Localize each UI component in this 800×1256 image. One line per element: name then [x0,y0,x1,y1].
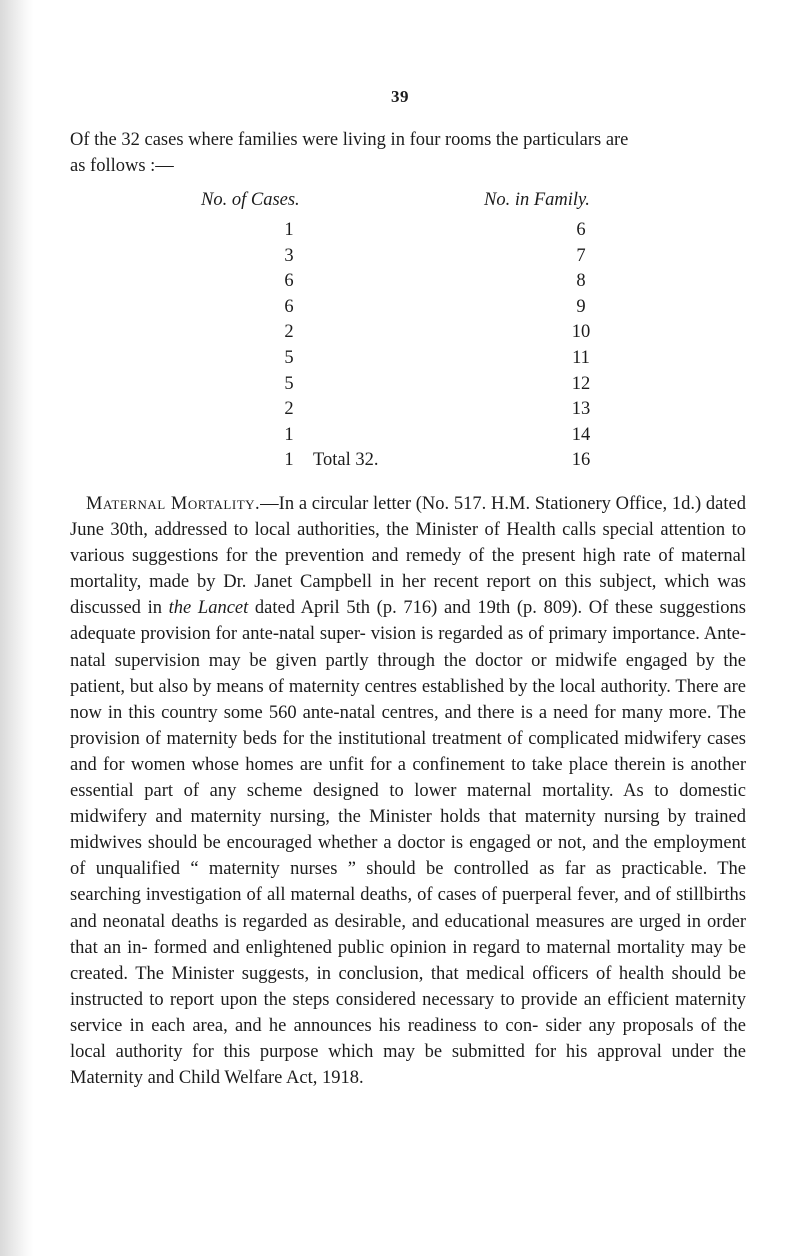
table-row [150,348,710,374]
table-header [150,190,710,220]
table-row [150,220,710,246]
cell-no-of-cases: 5 [284,347,294,368]
intro-line-2: as follows :— [70,156,174,176]
page-number: 39 [391,87,409,106]
cell-no-of-cases: 3 [284,245,294,266]
cell-no-of-cases: 5 [284,373,294,394]
cell-no-of-cases: 6 [284,296,294,317]
journal-title: the Lancet [168,598,249,619]
cell-total-label: Total 32. [313,450,379,471]
cell-no-in-family: 11 [572,347,590,368]
cell-no-of-cases: 1 [284,450,294,471]
intro-line-1: Of the 32 cases where families were living in four rooms the particulars are [70,130,629,150]
cell-no-in-family: 10 [571,322,591,343]
table-row [150,450,710,476]
table-body [150,220,710,476]
family-size-table [150,190,710,476]
cell-no-in-family: 13 [571,399,591,420]
cell-no-of-cases: 2 [284,399,294,420]
cell-no-of-cases: 1 [284,220,294,240]
cell-no-in-family: 12 [571,373,591,394]
paragraph-text-part-1: —In a circular letter (No. 517. H.M. Stationery Office, 1d.) dated June 30th, addressed to local authorities, the Minister of Health calls special attention to various suggestions for the prevention and remedy of the present high rate of maternal mortality, made by Dr. Janet Campbell in her recent report on this subject, which was discussed in [70,494,746,619]
cell-no-in-family: 14 [571,424,591,445]
table-row [150,399,710,425]
table-row [150,246,710,272]
header-no-of-cases: No. of Cases. [201,190,300,210]
table-row [150,271,710,297]
maternal-mortality-paragraph [70,491,746,1091]
cell-no-in-family: 8 [576,271,586,292]
page-edge-shadow [0,0,34,1256]
table-row [150,374,710,400]
cell-no-of-cases: 1 [284,424,294,445]
header-no-in-family: No. in Family. [484,190,590,210]
cell-no-in-family: 9 [576,296,586,317]
paragraph-text-part-2: dated April 5th (p. 716) and 19th (p. 809). Of these suggestions adequate provision for ante-natal super- vision is regarded as of primary importance. Ante-natal supervision may be given partly through the doctor or midwife engaged by the patient, but also by means of maternity centres established by the local authority. There are now in this country some 560 ante-natal centres, and there is a need for many more. The provision of maternity beds for the institutional treatment of complicated midwifery cases and for women whose homes are unfit for a confinement to take place therein is another essential part of any scheme designed to lower maternal mortality. As to domestic midwifery and maternity nursing, the Minister holds that maternity nursing by trained midwives should be encouraged whether a doctor is engaged or not, and the employment of unqualified “ maternity nurses ” should be controlled as far as practicable. The searching investigation of all maternal deaths, of cases of puerperal fever, and of stillbirths and neonatal deaths is regarded as desirable, and educational measures are urged in order that an in- formed and enlightened public opinion in regard to maternal mortality may be created. The Minister suggests, in conclusion, that medical officers of health should be instructed to report upon the steps considered necessary to provide an efficient maternity service in each area, and he announces his readiness to con- sider any proposals of the local authority for this purpose which may be submitted for his approval under the Maternity and Child Welfare Act, 1918. [70,598,746,1089]
intro-paragraph [70,127,742,179]
cell-no-in-family: 6 [576,220,586,240]
table-row [150,297,710,323]
section-heading: Maternal Mortality. [86,494,261,514]
cell-no-in-family: 16 [571,450,591,471]
table-row [150,425,710,451]
table-row [150,322,710,348]
cell-no-of-cases: 6 [284,271,294,292]
cell-no-of-cases: 2 [284,322,294,343]
cell-no-in-family: 7 [576,245,586,266]
